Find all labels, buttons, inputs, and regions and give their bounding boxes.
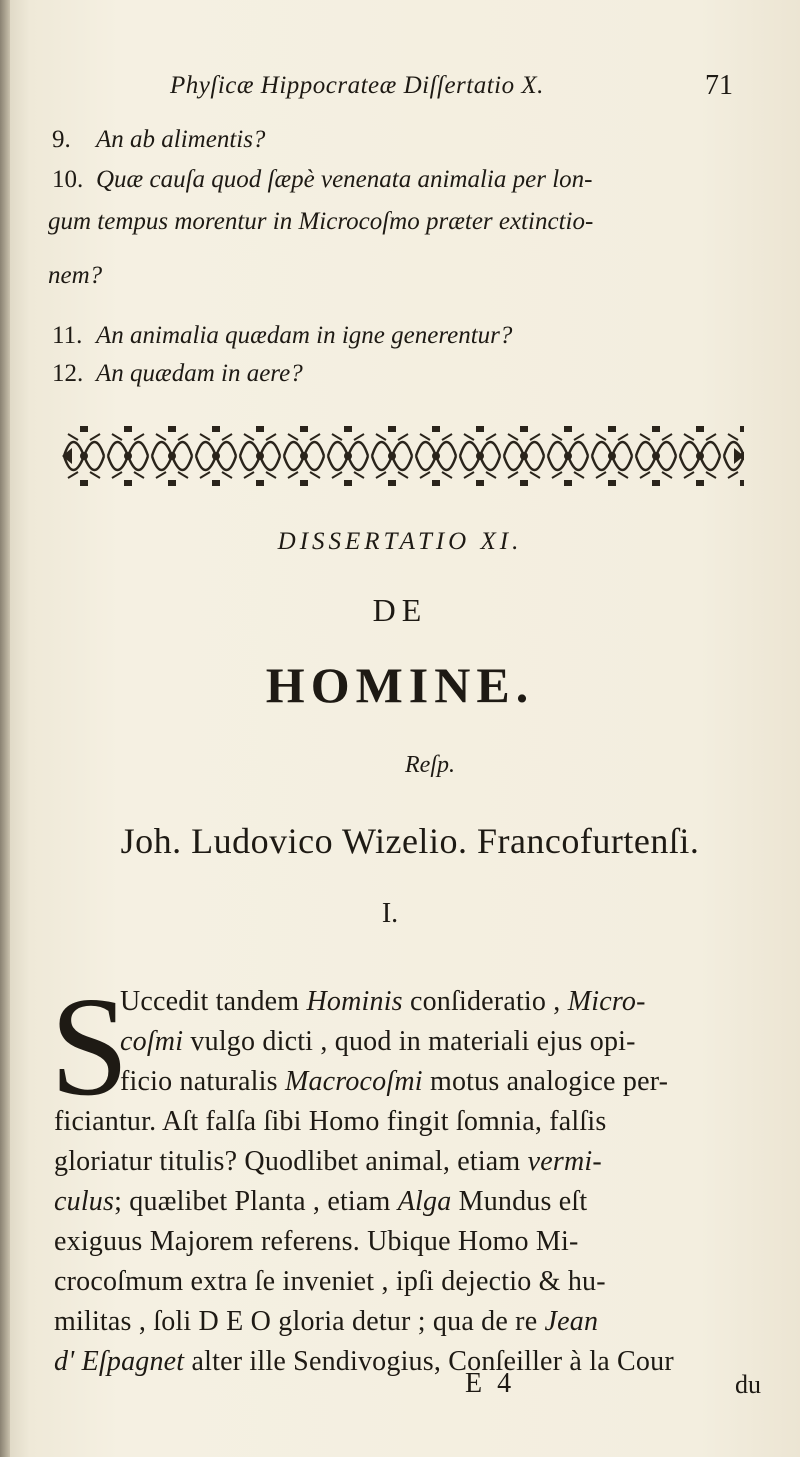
body-line [54,1146,602,1178]
decorative-ornament-band [62,420,744,492]
question-number: 12. [52,360,84,387]
text-span: exiguus Majorem referens. Ubique Homo Mi- [54,1226,579,1257]
text-span: vulgo dicti , quod in materiali ejus opi- [183,1026,636,1057]
body-line [54,1106,606,1138]
title-homine: HOMINE. [265,657,535,713]
question-text: An ab alimentis? [96,126,266,153]
page-header [0,70,800,120]
question-number: 9. [52,126,71,153]
body-line [120,986,646,1018]
text-span: gloriatur titulis? Quodlibet animal, etiam [54,1146,528,1177]
text-span: Uccedit tandem [120,986,307,1017]
text-span: crocoſmum extra ſe inveniet , ipſi dejectio & hu- [54,1266,606,1297]
signature-mark: E 4 [465,1368,516,1399]
italic-span: Micro- [567,986,646,1017]
body-line [54,1186,587,1218]
page-number: 71 [705,70,733,101]
italic-span: coſmi [120,1026,184,1057]
drop-cap: S [50,967,129,1125]
dissertation-heading: DISSERTATIO XI. [277,528,523,555]
question-text: An quædam in aere? [96,360,303,387]
question-number: 11. [52,322,83,349]
italic-span: d' Eſpagnet [54,1346,185,1377]
question-11 [52,322,512,350]
body-line [54,1346,674,1378]
italic-span: culus [54,1186,115,1217]
question-10-line-2 [48,208,593,236]
text-span: ; quælibet Planta , etiam [114,1186,398,1217]
catchword: du [735,1370,761,1399]
respondent-label: Reſp. [405,752,455,778]
body-line [120,1026,636,1058]
section-number: I. [381,898,399,929]
question-text: Quæ cauſa quod ſæpè venenata animalia per lon- [96,166,593,193]
text-span: Mundus eſt [451,1186,588,1217]
question-12 [52,360,303,388]
italic-span: Hominis [306,986,403,1017]
page-binding-edge [0,0,10,1457]
italic-span: Jean [544,1306,599,1337]
body-line [54,1226,579,1258]
question-10 [52,166,592,194]
text-span: conſideratio , [402,986,568,1017]
running-head: Phyſicæ Hippocrateæ Diſſertatio X. [170,72,544,99]
italic-span: Macrocoſmi [284,1066,423,1097]
question-text: gum tempus morentur in Microcoſmo præter extinctio- [48,208,594,235]
text-span: ficio naturalis [120,1066,285,1097]
italic-span: vermi- [527,1146,602,1177]
text-span: motus analogice per- [422,1066,669,1097]
text-span: militas , ſoli D E O gloria detur ; qua de re [54,1306,545,1337]
respondent-name: Joh. Ludovico Wizelio. Francofurtenſi. [120,821,700,861]
question-number: 10. [52,166,84,193]
question-10-line-3 [48,262,102,290]
body-line [54,1306,598,1338]
question-text: An animalia quædam in igne generentur? [96,322,513,349]
text-span: alter ille Sendivogius, Conſeiller à la Cour [184,1346,674,1377]
question-text: nem? [48,262,103,289]
italic-span: Alga [397,1186,452,1217]
title-de: DE [372,592,428,628]
body-line [54,1266,606,1298]
body-line [120,1066,668,1098]
text-span: ficiantur. Aſt falſa ſibi Homo fingit ſomnia, falſis [54,1106,607,1137]
question-9 [52,126,265,154]
